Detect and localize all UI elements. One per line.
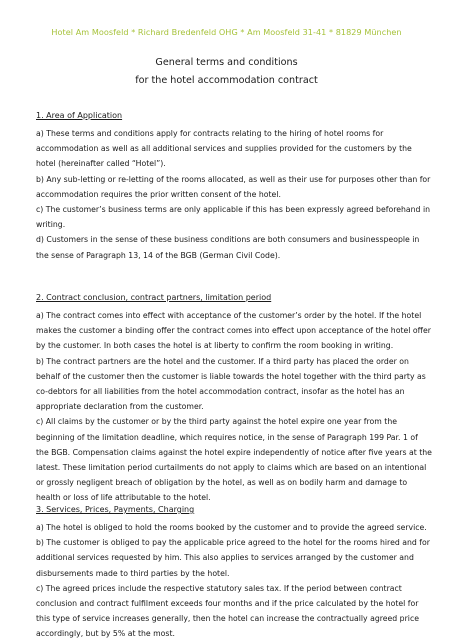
- section-body-contract-conclusion: [36, 308, 432, 506]
- document-subtitle: for the hotel accommodation contract: [135, 75, 318, 86]
- text-line: makes the customer a binding offer the contract comes into effect upon acceptance of the hotel offer: [36, 326, 431, 336]
- text-line: writing.: [36, 220, 66, 230]
- text-line: b) Any sub-letting or re-letting of the rooms allocated, as well as their use for purposes other than for: [36, 174, 431, 184]
- text-line: co-debtors for all liabilities from the hotel accommodation contract, insofar as the hotel has an: [36, 387, 405, 397]
- text-line: the sense of Paragraph 13, 14 of the BGB (German Civil Code).: [36, 250, 281, 260]
- text-line: appropriate declaration from the customer.: [36, 402, 204, 412]
- text-line: this type of service increases generally, then the hotel can increase the contractually agreed price: [36, 614, 419, 624]
- text-line: c) The agreed prices include the respective statutory sales tax. If the period between contract: [36, 583, 402, 593]
- text-line: b) The customer is obliged to pay the applicable price agreed to the hotel for the rooms hired and for: [36, 538, 430, 548]
- text-line: hotel (hereinafter called “Hotel”).: [36, 159, 166, 169]
- text-line: a) These terms and conditions apply for contracts relating to the hiring of hotel rooms for: [36, 129, 384, 138]
- section-heading-services-prices: 3. Services, Prices, Payments, Charging: [36, 505, 195, 514]
- text-line: health or loss of life attributable to the hotel.: [36, 493, 211, 503]
- section-heading-area-of-application: 1. Area of Application: [36, 111, 123, 120]
- text-line: disbursements made to third parties by the hotel.: [36, 568, 230, 578]
- text-line: or grossly negligent breach of obligation by the hotel, as well as on bodily harm and damage to: [36, 478, 408, 488]
- text-line: latest. These limitation period curtailments do not apply to claims which are based on an intentional: [36, 463, 427, 473]
- document-title: General terms and conditions: [155, 57, 298, 68]
- text-line: accommodation requires the prior written consent of the hotel.: [36, 189, 281, 199]
- text-line: by the customer. In both cases the hotel is at liberty to confirm the room booking in writing.: [36, 341, 394, 351]
- text-line: conclusion and contract fulfilment exceeds four months and if the price calculated by the hotel for: [36, 599, 419, 609]
- text-line: accommodation as well as all additional services and supplies provided for the customers by the: [36, 144, 412, 154]
- text-line: c) The customer’s business terms are only applicable if this has been expressly agreed beforehand in: [36, 205, 431, 215]
- text-line: c) All claims by the customer or by the third party against the hotel expire one year from the: [36, 417, 397, 427]
- text-line: behalf of the customer then the customer is liable towards the hotel together with the third party as: [36, 371, 426, 381]
- text-line: the BGB. Compensation claims against the hotel expire independently of notice after five years at the: [36, 447, 432, 457]
- text-line: additional services requested by him. This also applies to services arranged by the customer and: [36, 553, 414, 563]
- section-heading-contract-conclusion: 2. Contract conclusion, contract partners, limitation period: [36, 293, 272, 302]
- text-line: accordingly, but by 5% at the most.: [36, 629, 175, 639]
- letterhead: Hotel Am Moosfeld * Richard Bredenfeld OHG * Am Moosfeld 31-41 * 81829 München: [51, 27, 402, 37]
- text-line: a) The hotel is obliged to hold the rooms booked by the customer and to provide the agreed service.: [36, 523, 427, 532]
- section-body-area-of-application: [36, 126, 431, 263]
- text-line: b) The contract partners are the hotel and the customer. If a third party has placed the order on: [36, 356, 409, 366]
- text-line: beginning of the limitation deadline, which requires notice, in the sense of Paragraph 199 Par. 1 of: [36, 432, 418, 442]
- text-line: a) The contract comes into effect with acceptance of the customer’s order by the hotel. If the hotel: [36, 311, 422, 320]
- text-line: d) Customers in the sense of these business conditions are both consumers and businesspeople in: [36, 235, 420, 245]
- section-body-services-prices: [36, 520, 430, 642]
